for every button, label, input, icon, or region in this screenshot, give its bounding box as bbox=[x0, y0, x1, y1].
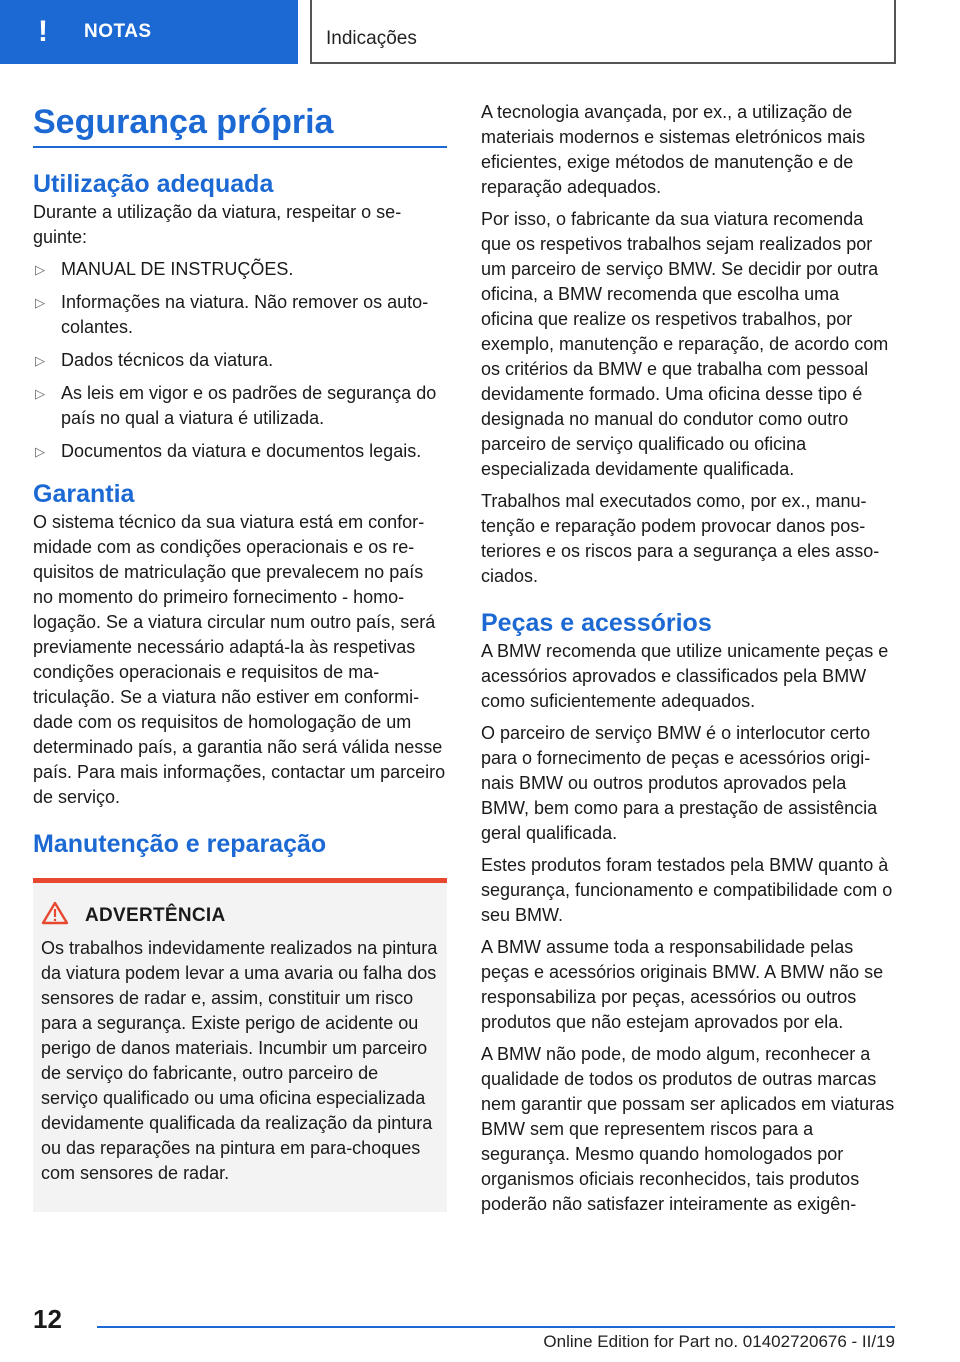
title-divider bbox=[33, 146, 447, 148]
paragraph: Por isso, o fabricante da sua viatura recomenda que os respetivos trabalhos sejam realizados por um parceiro de serviço BMW. Se decidir por outra oficina, a BMW recomenda que escolha uma oficina que realize os respetivos trabalhos, por exemplo, manutenção e reparação, de acordo com os critérios da BMW e que trabalha com pessoal devidamente formado. Uma oficina desse tipo é designada no manual do condutor como outro parceiro de serviço qualificado ou oficina especializada devidamente qualificada. bbox=[481, 209, 889, 479]
triangle-bullet-icon: ▷ bbox=[35, 353, 45, 368]
page-title: Segurança própria bbox=[33, 103, 334, 141]
right-column bbox=[481, 100, 895, 1224]
paragraph: A BMW recomenda que utilize unicamente peças e acessórios aprovados e classificados pela BMW como suficientemente adequados. bbox=[481, 641, 889, 711]
triangle-bullet-icon: ▷ bbox=[35, 295, 45, 310]
warning-header bbox=[41, 901, 439, 930]
chapter-label: Indicações bbox=[326, 28, 417, 49]
section-heading-proper-use: Utilização adequada bbox=[33, 170, 274, 198]
paragraph: A BMW assume toda a responsabilidade pelas peças e acessórios originais BMW. A BMW não se responsabiliza por peças, acessórios ou outros produtos que não estejam aprovados por ela. bbox=[481, 937, 884, 1032]
edition-note: Online Edition for Part no. 01402720676 - II/19 bbox=[543, 1332, 895, 1351]
section-heading-maintenance: Manutenção e reparação bbox=[33, 830, 327, 858]
list-item: ▷ Documentos da viatura e documentos legais. bbox=[33, 439, 447, 464]
paragraph: A tecnologia avançada, por ex., a utilização de materiais modernos e sistemas eletrónicos mais eficientes, exige métodos de manutenção e de reparação adequados. bbox=[481, 102, 866, 197]
list-item: ▷ As leis em vigor e os padrões de segurança do país no qual a viatura é utilizada. bbox=[35, 383, 437, 428]
page-number: 12 bbox=[33, 1304, 62, 1334]
triangle-bullet-icon: ▷ bbox=[35, 386, 45, 401]
left-column bbox=[33, 100, 447, 1212]
exclamation-icon: ! bbox=[38, 15, 48, 48]
footer-divider bbox=[97, 1326, 895, 1328]
warning-triangle-icon bbox=[41, 901, 77, 930]
section-tab[interactable] bbox=[0, 0, 298, 64]
warranty-text: O sistema técnico da sua viatura está em conformidade com as condições operacionais e os requisitos de matriculação que prevalecem no país no momento do primeiro fornecimento - homologação. Se a viatura circular num outro país, será previamente necessário adaptá-la às respetivas condições operacionais e requisitos de matriculação. Se a viatura não estiver em conformidade com os requisitos de homologação de um determinado país, a garantia não será válida nesse país. Para mais informações, contactar um parceiro de serviço. bbox=[33, 512, 446, 807]
proper-use-intro: Durante a utilização da viatura, respeitar o seguinte: bbox=[33, 202, 402, 247]
triangle-bullet-icon: ▷ bbox=[35, 444, 45, 459]
list-item: ▷ Informações na viatura. Não remover os autocolantes. bbox=[35, 292, 429, 337]
list-item: ▷ Dados técnicos da viatura. bbox=[33, 348, 447, 373]
paragraph: Estes produtos foram testados pela BMW quanto à segurança, funcionamento e compatibilidade com o seu BMW. bbox=[481, 855, 893, 925]
warning-text: Os trabalhos indevidamente realizados na pintura da viatura podem levar a uma avaria ou falha dos sensores de radar e, assim, constituir um risco para a segurança. Existe perigo de acidente ou perigo de danos materiais. Incumbir um parceiro de serviço do fabricante, outro parceiro de serviço qualificado ou uma oficina especializada devidamente qualificada da realização da pintura ou das reparações na pintura em para-choques com sensores de radar. bbox=[41, 938, 438, 1183]
section-tab-label: NOTAS bbox=[84, 21, 152, 42]
chapter-header bbox=[310, 0, 896, 64]
warning-box bbox=[33, 883, 447, 1212]
paragraph: A BMW não pode, de modo algum, reconhecer a qualidade de todos os produtos de outras marcas nem garantir que possam ser aplicados em viaturas BMW sem que representem riscos para a segurança. Mesmo quando homologados por organismos oficiais reconhecidos, tais produtos poderão não satisfazer inteiramente as exigên- bbox=[481, 1044, 895, 1214]
paragraph: Trabalhos mal executados como, por ex., manutenção e reparação podem provocar danos posteriores e os riscos para a segurança a eles associados. bbox=[481, 491, 880, 586]
proper-use-list bbox=[33, 257, 447, 464]
triangle-bullet-icon: ▷ bbox=[35, 262, 45, 277]
list-item: ▷ MANUAL DE INSTRUÇÕES. bbox=[33, 257, 447, 282]
section-heading-parts: Peças e acessórios bbox=[481, 609, 712, 637]
section-heading-warranty: Garantia bbox=[33, 480, 135, 508]
paragraph: O parceiro de serviço BMW é o interlocutor certo para o fornecimento de peças e acessórios originais BMW ou outros produtos aprovados pela BMW, bem como para a prestação de assistência geral qualificada. bbox=[481, 723, 878, 843]
warning-title: ADVERTÊNCIA bbox=[85, 904, 226, 926]
